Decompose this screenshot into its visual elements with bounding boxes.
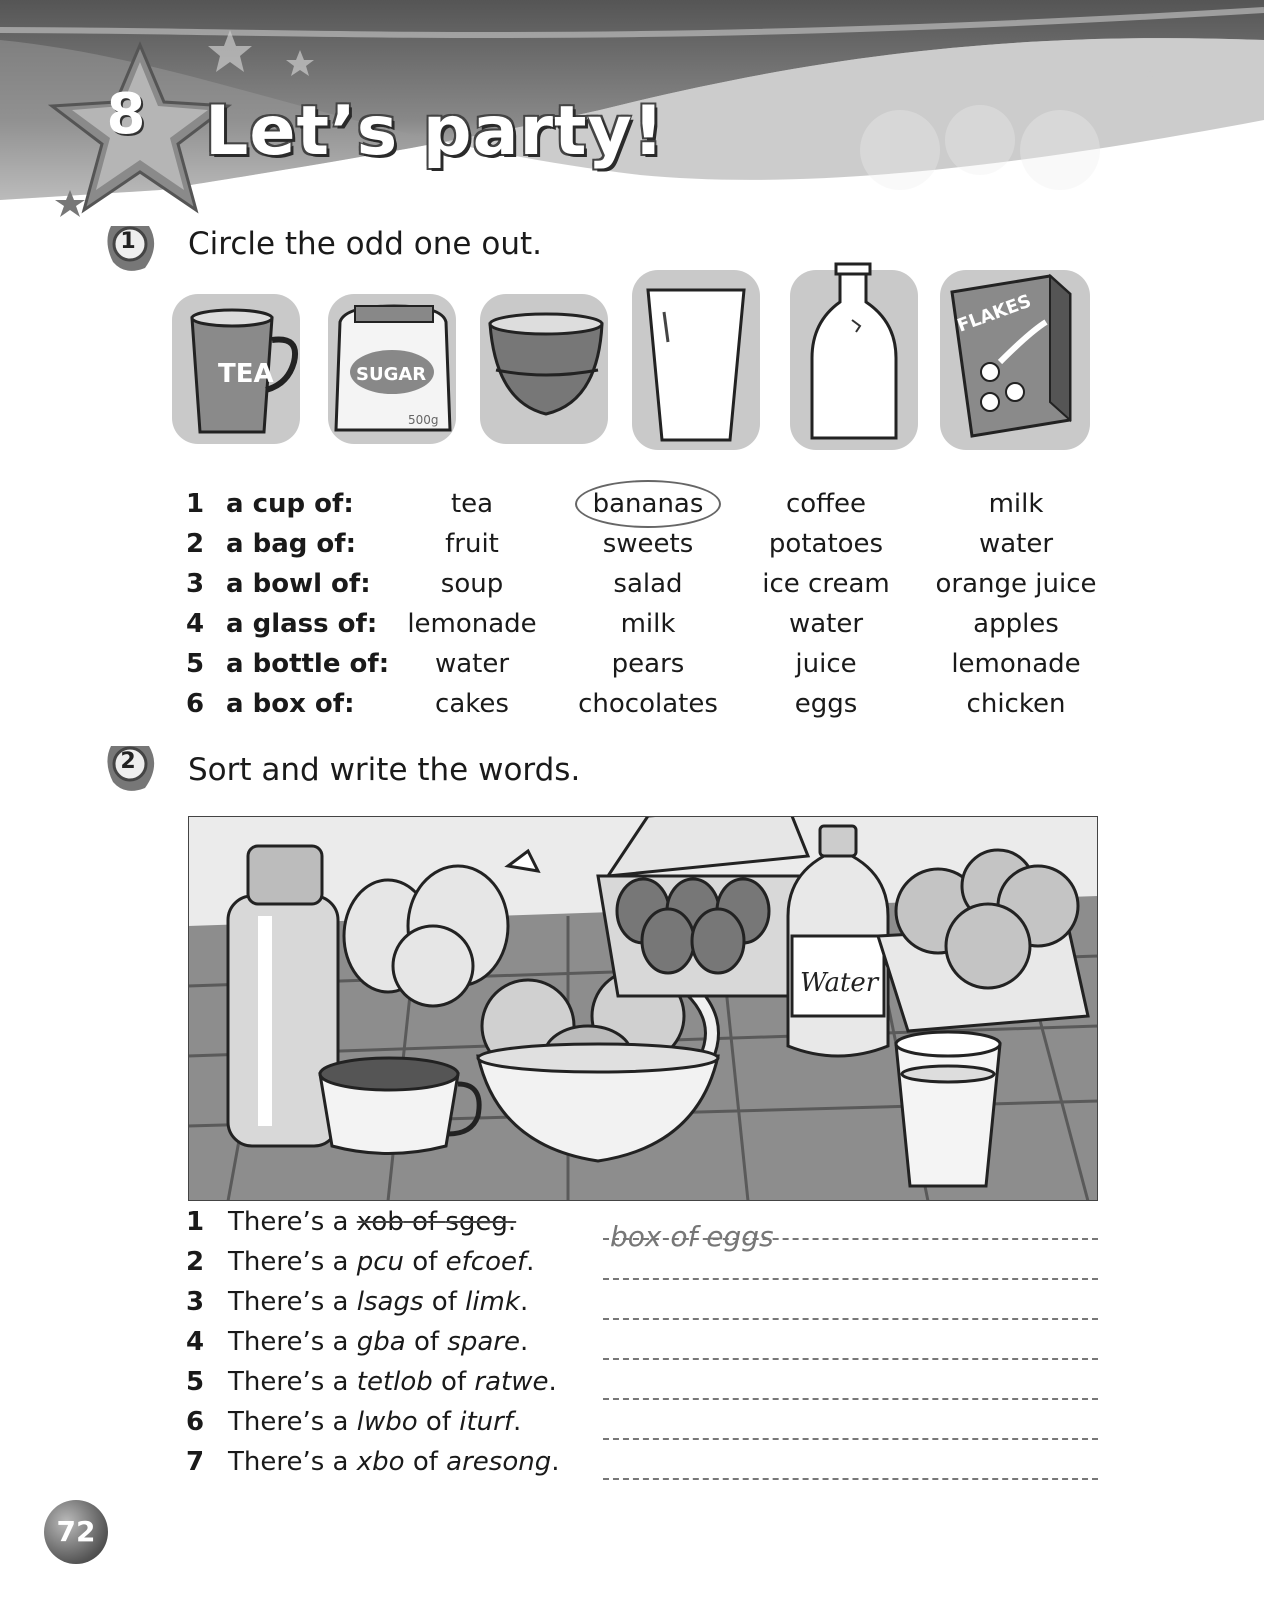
row-number: 6	[186, 689, 205, 719]
page-number-badge	[44, 1500, 108, 1564]
scrambled-word-1: xob	[356, 1207, 404, 1237]
picnic-illustration	[188, 816, 1098, 1201]
option-word[interactable]: sweets	[602, 529, 694, 559]
scrambled-word-1: pcu	[356, 1247, 405, 1277]
sentence-mid: of	[403, 1207, 446, 1237]
scrambled-word-2: iturf	[459, 1407, 513, 1437]
option-word[interactable]: juice	[795, 649, 857, 679]
sentence	[228, 1204, 516, 1240]
exercise-1-row	[186, 486, 1116, 522]
milk-glass-icon	[896, 1032, 1000, 1186]
option-word[interactable]: water	[434, 649, 510, 679]
sentence-mid: of	[404, 1447, 447, 1477]
row-number: 2	[186, 529, 205, 559]
sentence-prefix: There’s a	[228, 1287, 357, 1317]
bottle-icon	[790, 264, 918, 450]
option-word[interactable]: salad	[613, 569, 683, 599]
row-number: 4	[186, 1327, 205, 1357]
sentence-mid: of	[423, 1287, 466, 1317]
sentence-end: .	[519, 1287, 529, 1317]
sentence	[228, 1364, 557, 1400]
scrambled-word-1: lsags	[356, 1287, 424, 1317]
sentence	[228, 1324, 528, 1360]
scrambled-word-2: limk	[465, 1287, 520, 1317]
exercise-1-row	[186, 566, 1116, 602]
row-number: 3	[186, 569, 205, 599]
option-word[interactable]: chicken	[966, 689, 1066, 719]
exercise-1-number: 1	[120, 229, 136, 254]
option-word[interactable]: coffee	[785, 489, 867, 519]
sentence-prefix: There’s a	[228, 1327, 357, 1357]
bag-icon	[328, 294, 456, 444]
option-word[interactable]: bananas	[592, 489, 704, 519]
sentence-prefix: There’s a	[228, 1447, 357, 1477]
row-container-label: a bottle of:	[226, 649, 390, 679]
answer-line[interactable]	[603, 1278, 1098, 1280]
answer-line[interactable]	[603, 1438, 1098, 1440]
sentence	[228, 1244, 534, 1280]
sentence-mid: of	[432, 1367, 475, 1397]
option-word[interactable]: apples	[973, 609, 1059, 639]
option-word[interactable]: lemonade	[407, 609, 537, 639]
svg-text:500g: 500g	[408, 413, 439, 427]
row-number: 1	[186, 489, 205, 519]
option-word[interactable]: milk	[988, 489, 1044, 519]
sentence-end: .	[507, 1207, 517, 1237]
sentence-prefix: There’s a	[228, 1207, 357, 1237]
scrambled-word-2: efcoef	[445, 1247, 527, 1277]
option-word[interactable]: water	[788, 609, 864, 639]
svg-text:Water: Water	[800, 968, 879, 998]
row-container-label: a bowl of:	[226, 569, 371, 599]
row-number: 6	[186, 1407, 205, 1437]
scrambled-word-2: spare	[447, 1327, 520, 1357]
svg-text:SUGAR: SUGAR	[356, 364, 427, 385]
answer-line[interactable]	[603, 1318, 1098, 1320]
box-icon	[940, 270, 1090, 450]
answer-line[interactable]	[603, 1478, 1098, 1480]
exercise-1-row	[186, 526, 1116, 562]
page-number: 72	[56, 1515, 96, 1548]
sentence-end: .	[551, 1447, 560, 1477]
answer-1-text: box of eggs	[610, 1220, 774, 1253]
row-number: 5	[186, 649, 205, 679]
scrambled-word-1: tetlob	[356, 1367, 433, 1397]
sentence-prefix: There’s a	[228, 1367, 357, 1397]
row-number: 4	[186, 609, 205, 639]
sentence-end: .	[548, 1367, 557, 1397]
option-word[interactable]: potatoes	[768, 529, 884, 559]
option-word[interactable]: fruit	[445, 529, 499, 559]
sentence-mid: of	[405, 1327, 448, 1357]
sentence-mid: of	[417, 1407, 460, 1437]
answer-line[interactable]	[603, 1398, 1098, 1400]
row-number: 7	[186, 1447, 205, 1477]
exercise-2-number: 2	[120, 749, 136, 774]
option-word[interactable]: soup	[440, 569, 504, 599]
sentence-end: .	[513, 1407, 522, 1437]
exercise-1-instruction: Circle the odd one out.	[188, 226, 542, 262]
sentence	[228, 1284, 528, 1320]
option-word[interactable]: orange juice	[935, 569, 1097, 599]
exercise-1-row	[186, 646, 1116, 682]
unit-title: Let’s party!	[205, 92, 665, 171]
sentence	[228, 1404, 521, 1440]
option-word[interactable]: lemonade	[951, 649, 1081, 679]
scrambled-word-1: gba	[356, 1327, 406, 1357]
row-number: 2	[186, 1247, 205, 1277]
scrambled-word-1: lwbo	[356, 1407, 418, 1437]
unit-number: 8	[106, 82, 146, 147]
scrambled-word-2: ratwe	[474, 1367, 549, 1397]
exercise-1-row	[186, 686, 1116, 722]
scrambled-word-1: xbo	[356, 1447, 405, 1477]
svg-text:TEA: TEA	[218, 359, 274, 389]
sentence	[228, 1444, 559, 1480]
container-pictures	[170, 262, 1110, 462]
scrambled-word-2: aresong	[446, 1447, 552, 1477]
row-container-label: a bag of:	[226, 529, 356, 559]
row-container-label: a cup of:	[226, 489, 354, 519]
cup-icon	[172, 294, 300, 444]
row-number: 5	[186, 1367, 205, 1397]
sentence-end: .	[519, 1327, 529, 1357]
option-word[interactable]: ice cream	[762, 569, 890, 599]
sentence-end: .	[526, 1247, 535, 1277]
row-container-label: a box of:	[226, 689, 355, 719]
exercise-2-instruction: Sort and write the words.	[188, 752, 581, 788]
option-word[interactable]: tea	[450, 489, 494, 519]
glass-icon	[632, 270, 760, 450]
option-word[interactable]: water	[978, 529, 1054, 559]
crossed-out-example	[357, 1207, 516, 1237]
option-word[interactable]: chocolates	[578, 689, 718, 719]
egg-box-icon	[598, 816, 808, 996]
exercise-1-row	[186, 606, 1116, 642]
sentence-prefix: There’s a	[228, 1407, 357, 1437]
answer-circle	[575, 480, 721, 528]
row-number: 1	[186, 1207, 205, 1237]
sentence-prefix: There’s a	[228, 1247, 357, 1277]
row-number: 3	[186, 1287, 205, 1317]
option-word[interactable]: milk	[620, 609, 676, 639]
bowl-icon	[480, 294, 608, 444]
scrambled-word-2: sgeg	[445, 1207, 508, 1237]
sentence-mid: of	[404, 1247, 446, 1277]
option-word[interactable]: eggs	[794, 689, 858, 719]
svg-text:FLAKES: FLAKES	[954, 290, 1034, 337]
answer-line[interactable]	[603, 1358, 1098, 1360]
row-container-label: a glass of:	[226, 609, 378, 639]
option-word[interactable]: pears	[611, 649, 685, 679]
option-word[interactable]: cakes	[435, 689, 509, 719]
